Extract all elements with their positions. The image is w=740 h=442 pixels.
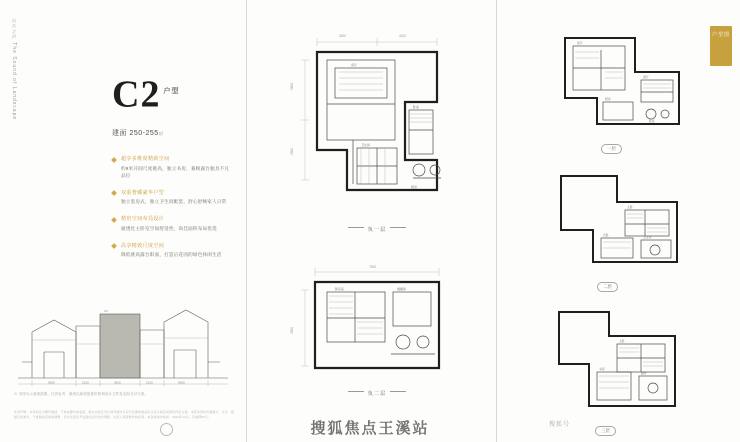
svg-text:卧室: 卧室	[649, 119, 655, 123]
right-plan-panel	[497, 0, 740, 442]
diamond-bullet-icon	[111, 190, 117, 196]
area-value: 250-255	[129, 129, 159, 137]
floorplan-basement-1	[287, 30, 467, 233]
svg-text:客厅: 客厅	[577, 41, 583, 45]
feature-desc: 约9米开间尺度挑高，独立书房，兼顾露台独具不凡品位	[121, 165, 230, 178]
svg-text:储藏间: 储藏间	[397, 287, 407, 291]
legal-disclaimer: 免责声明：本资料仅为要约邀请，不构成要约或承诺，相关内容及设计细节最终以双方签署的商品房买卖合同及其附件约定为准。本宣传资料所载图片、文字、数据仅供参考，不排除政府规划调整、设计变更及开发商依法所作的调整，出卖人保留修改的权利。本资料制作时间：2021年12月，有效期30天。	[14, 410, 235, 419]
plan-tag: 一层	[601, 144, 622, 154]
svg-text:3600: 3600	[114, 380, 121, 385]
svg-text:餐厅: 餐厅	[643, 75, 649, 79]
svg-text:3900: 3900	[48, 380, 55, 385]
plan-caption: 负一层	[287, 226, 467, 233]
area-prefix: 建面	[112, 129, 127, 137]
plan-caption: 负二层	[287, 390, 467, 397]
page-title	[112, 72, 179, 114]
svg-text:卫生间: 卫生间	[643, 235, 652, 239]
watermark-subtext: 搜狐号	[548, 422, 570, 428]
feature-title: 超享多维度精致空间	[121, 156, 170, 162]
vertical-brand-label	[10, 18, 18, 120]
feature-desc: 独立套房式，独立卫生间配套，舒心舒畅家人日常	[121, 199, 227, 204]
feature-desc: 通透化主卧室空间舒适性，尚佳面积布局优选	[121, 225, 217, 231]
svg-text:主卧: 主卧	[627, 205, 633, 209]
floorplan-basement-2	[287, 262, 467, 402]
svg-text:7500: 7500	[369, 265, 377, 269]
diamond-bullet-icon	[111, 217, 117, 223]
floorplan-level-2	[545, 168, 695, 288]
list-item	[112, 189, 232, 206]
unit-code: C2	[112, 73, 161, 116]
svg-text:次卧: 次卧	[603, 233, 609, 237]
svg-text:客厅: 客厅	[351, 63, 358, 67]
svg-text:卫生间: 卫生间	[361, 143, 371, 147]
svg-text:2600: 2600	[290, 82, 294, 90]
feature-title: 精密空间布局设计	[121, 216, 165, 222]
svg-text:露台: 露台	[641, 371, 647, 375]
vertical-brand-en: The Sound of Landscape	[11, 42, 17, 121]
svg-text:3300: 3300	[290, 326, 294, 334]
plan-tag: 三层	[595, 426, 616, 436]
feature-title: 双重奢藏豪华户型	[121, 189, 165, 196]
diamond-bullet-icon	[111, 157, 117, 163]
svg-text:2100: 2100	[146, 380, 153, 385]
list-item	[112, 242, 232, 259]
svg-text:2100: 2100	[82, 380, 89, 385]
left-info-panel	[0, 0, 246, 442]
svg-text:C2: C2	[104, 309, 108, 313]
svg-text:4100: 4100	[399, 34, 407, 38]
svg-text:厨房: 厨房	[605, 97, 611, 101]
diamond-bullet-icon	[111, 243, 117, 249]
unit-code-sub: 户型	[163, 87, 180, 95]
area-unit: ㎡	[158, 130, 164, 136]
middle-plan-panel	[247, 0, 496, 442]
feature-list	[112, 155, 232, 268]
watermark-text: 搜狐焦点王溪站	[310, 420, 430, 437]
vertical-brand-cn: 山水之声	[12, 18, 17, 40]
floorplan-level-1	[545, 28, 695, 151]
feature-desc: 降低挑高露台阳面，打造后花园的绿色休闲生活	[121, 252, 222, 257]
svg-text:厨房: 厨房	[411, 185, 418, 189]
status-badge: 户型图	[710, 26, 732, 66]
svg-text:主卧: 主卧	[619, 339, 625, 343]
svg-text:影音室: 影音室	[335, 287, 345, 291]
svg-text:3400: 3400	[339, 34, 347, 38]
elevation-caption: ※ 本图为示意剖面图，仅供参考，最终以政府批准的规划设计文件及实际交付为准。	[14, 392, 148, 396]
feature-title: 高享精致尺度空间	[121, 242, 165, 249]
svg-text:3900: 3900	[178, 380, 185, 385]
svg-text:书房: 书房	[599, 367, 605, 371]
floorplan-level-3	[545, 306, 695, 433]
unit-title-block	[112, 72, 179, 138]
list-item	[112, 155, 232, 179]
plan-tag: 二层	[597, 282, 618, 292]
elevation-drawing	[14, 292, 232, 388]
svg-text:卧室: 卧室	[413, 105, 420, 109]
area-line	[112, 128, 179, 138]
svg-text:1800: 1800	[290, 147, 294, 155]
list-item	[112, 215, 232, 232]
